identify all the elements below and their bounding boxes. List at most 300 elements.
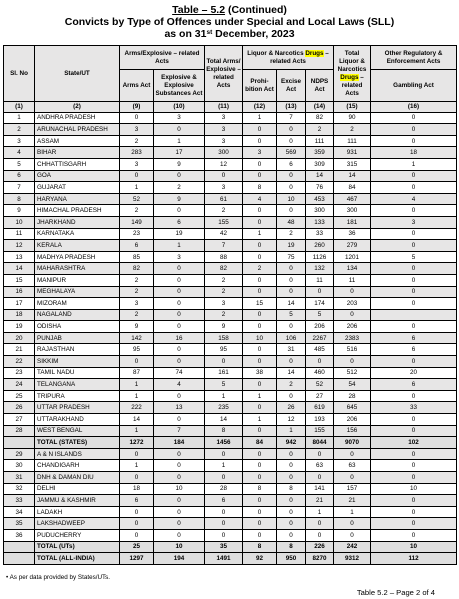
value-cell: 0 <box>277 518 306 530</box>
value-cell: 4 <box>154 379 205 391</box>
value-cell: 112 <box>371 553 457 565</box>
value-cell: 0 <box>277 495 306 507</box>
value-cell: 206 <box>334 414 371 426</box>
total-row <box>4 541 457 553</box>
value-cell: 7 <box>277 112 306 124</box>
table-row <box>4 367 457 379</box>
value-cell: 0 <box>154 506 205 518</box>
value-cell: 2 <box>205 274 243 286</box>
value-cell: 516 <box>334 344 371 356</box>
sl-no-cell: 23 <box>4 367 35 379</box>
value-cell: 0 <box>205 472 243 484</box>
value-cell: 28 <box>334 390 371 402</box>
value-cell: 156 <box>334 425 371 437</box>
value-cell: 26 <box>277 402 306 414</box>
value-cell: 0 <box>371 472 457 484</box>
value-cell: 2 <box>334 124 371 136</box>
table-row <box>4 332 457 344</box>
value-cell: 19 <box>154 228 205 240</box>
value-cell: 512 <box>334 367 371 379</box>
value-cell: 0 <box>277 390 306 402</box>
col-number: (1) <box>4 102 35 113</box>
value-cell: 2383 <box>334 332 371 344</box>
table-row <box>4 414 457 426</box>
sl-no-cell: 15 <box>4 274 35 286</box>
value-cell: 5 <box>371 251 457 263</box>
value-cell: 42 <box>205 228 243 240</box>
value-cell: 0 <box>243 135 277 147</box>
value-cell: 2 <box>243 263 277 275</box>
value-cell: 21 <box>306 495 334 507</box>
value-cell: 155 <box>205 216 243 228</box>
table-row <box>4 286 457 298</box>
value-cell: 931 <box>334 147 371 159</box>
value-cell: 0 <box>243 518 277 530</box>
value-cell: 84 <box>243 437 277 449</box>
value-cell: 19 <box>277 240 306 252</box>
value-cell: 10 <box>371 541 457 553</box>
date-rest: December, 2023 <box>212 28 295 40</box>
table-row <box>4 390 457 402</box>
value-cell: 0 <box>334 529 371 541</box>
sl-no-cell: 18 <box>4 309 35 321</box>
value-cell: 10 <box>154 541 205 553</box>
state-name-cell: GUJARAT <box>35 182 120 194</box>
table-row <box>4 274 457 286</box>
sl-no-cell: 20 <box>4 332 35 344</box>
sl-no-cell: 29 <box>4 448 35 460</box>
value-cell: 95 <box>205 344 243 356</box>
state-name-cell: TAMIL NADU <box>35 367 120 379</box>
state-name-cell: UTTARAKHAND <box>35 414 120 426</box>
value-cell: 0 <box>371 182 457 194</box>
value-cell: 10 <box>154 483 205 495</box>
table-date <box>0 28 459 40</box>
footnote: • As per data provided by States/UTs. <box>6 574 111 581</box>
value-cell: 0 <box>243 205 277 217</box>
state-name-cell: MAHARASHTRA <box>35 263 120 275</box>
value-cell: 0 <box>243 240 277 252</box>
value-cell: 9 <box>120 321 154 333</box>
value-cell: 206 <box>334 321 371 333</box>
value-cell: 0 <box>371 263 457 275</box>
value-cell: 206 <box>306 321 334 333</box>
value-cell: 9 <box>205 321 243 333</box>
table-number: Table – 5.2 <box>172 4 226 16</box>
table-row <box>4 472 457 484</box>
date-prefix: as on 31 <box>164 28 207 40</box>
value-cell: 0 <box>371 414 457 426</box>
table-row <box>4 483 457 495</box>
value-cell: 3 <box>120 298 154 310</box>
table-row <box>4 170 457 182</box>
value-cell: 14 <box>205 414 243 426</box>
value-cell: 0 <box>154 518 205 530</box>
value-cell: 950 <box>277 553 306 565</box>
state-name-cell: ARUNACHAL PRADESH <box>35 124 120 136</box>
value-cell: 155 <box>306 425 334 437</box>
value-cell: 0 <box>205 529 243 541</box>
value-cell: 0 <box>371 228 457 240</box>
table-row <box>4 251 457 263</box>
value-cell: 0 <box>371 518 457 530</box>
value-cell: 0 <box>371 124 457 136</box>
value-cell: 0 <box>371 135 457 147</box>
value-cell: 0 <box>306 518 334 530</box>
value-cell: 0 <box>243 124 277 136</box>
table-row <box>4 379 457 391</box>
value-cell: 2 <box>154 182 205 194</box>
state-name-cell: UTTAR PRADESH <box>35 402 120 414</box>
value-cell: 0 <box>120 112 154 124</box>
value-cell: 106 <box>277 332 306 344</box>
value-cell: 0 <box>277 135 306 147</box>
value-cell: 203 <box>334 298 371 310</box>
value-cell: 0 <box>243 425 277 437</box>
header-total-arms: Total Arms/ Explosive – related Acts <box>205 46 243 102</box>
sl-no-cell: 32 <box>4 483 35 495</box>
header-other-group: Other Regulatory & Enforcement Acts <box>371 46 457 70</box>
value-cell: 1 <box>306 506 334 518</box>
state-name-cell: LAKSHADWEEP <box>35 518 120 530</box>
value-cell: 12 <box>277 414 306 426</box>
value-cell: 0 <box>154 448 205 460</box>
value-cell: 0 <box>243 379 277 391</box>
value-cell: 0 <box>243 344 277 356</box>
value-cell: 0 <box>371 298 457 310</box>
value-cell: 8 <box>243 541 277 553</box>
col-number: (14) <box>306 102 334 113</box>
column-number-row <box>4 102 457 113</box>
state-name-cell: MEGHALAYA <box>35 286 120 298</box>
value-cell: 6 <box>371 344 457 356</box>
value-cell: 2 <box>120 274 154 286</box>
value-cell: 0 <box>154 529 205 541</box>
sl-no-cell <box>4 553 35 565</box>
value-cell: 0 <box>306 356 334 368</box>
table-title <box>0 4 459 16</box>
sl-no-cell: 19 <box>4 321 35 333</box>
value-cell: 0 <box>243 216 277 228</box>
table-row <box>4 356 457 368</box>
value-cell: 1201 <box>334 251 371 263</box>
value-cell: 7 <box>205 240 243 252</box>
liquor-group-text: Liquor & Narcotics <box>247 49 306 57</box>
sl-no-cell <box>4 437 35 449</box>
value-cell: 242 <box>334 541 371 553</box>
value-cell: 33 <box>306 228 334 240</box>
header-prohibition: Prohi- bition Act <box>243 70 277 102</box>
value-cell: 0 <box>277 274 306 286</box>
value-cell: 619 <box>306 402 334 414</box>
value-cell: 0 <box>154 298 205 310</box>
page-label: Table 5.2 – Page 2 of 4 <box>356 588 435 597</box>
sl-no-cell: 30 <box>4 460 35 472</box>
value-cell: 0 <box>371 286 457 298</box>
value-cell: 0 <box>334 309 371 321</box>
value-cell: 1 <box>205 390 243 402</box>
value-cell: 0 <box>154 390 205 402</box>
value-cell: 2 <box>120 205 154 217</box>
value-cell: 0 <box>243 309 277 321</box>
value-cell: 14 <box>277 298 306 310</box>
state-name-cell: TRIPURA <box>35 390 120 402</box>
value-cell: 1 <box>277 425 306 437</box>
value-cell: 2 <box>205 205 243 217</box>
value-cell: 5 <box>205 379 243 391</box>
value-cell: 0 <box>243 356 277 368</box>
value-cell: 1 <box>120 460 154 472</box>
value-cell: 38 <box>243 367 277 379</box>
value-cell: 260 <box>306 240 334 252</box>
value-cell <box>371 309 457 321</box>
sl-no-cell: 7 <box>4 182 35 194</box>
value-cell: 8 <box>205 425 243 437</box>
value-cell: 300 <box>334 205 371 217</box>
value-cell: 8044 <box>306 437 334 449</box>
value-cell: 0 <box>243 506 277 518</box>
value-cell: 10 <box>243 332 277 344</box>
value-cell: 0 <box>243 472 277 484</box>
value-cell: 11 <box>306 274 334 286</box>
value-cell: 0 <box>243 495 277 507</box>
value-cell: 309 <box>306 158 334 170</box>
state-name-cell: LADAKH <box>35 506 120 518</box>
value-cell: 279 <box>334 240 371 252</box>
value-cell: 1456 <box>205 437 243 449</box>
sl-no-cell: 27 <box>4 414 35 426</box>
value-cell: 0 <box>243 448 277 460</box>
value-cell: 1 <box>334 506 371 518</box>
value-cell: 1 <box>154 240 205 252</box>
value-cell: 184 <box>154 437 205 449</box>
value-cell: 87 <box>120 367 154 379</box>
table-row <box>4 205 457 217</box>
header-arms-group: Arms/Explosive – related Acts <box>120 46 205 70</box>
table-row <box>4 460 457 472</box>
state-name-cell: DELHI <box>35 483 120 495</box>
value-cell: 0 <box>154 124 205 136</box>
table-row <box>4 298 457 310</box>
value-cell: 13 <box>154 402 205 414</box>
table-row <box>4 321 457 333</box>
value-cell: 0 <box>120 472 154 484</box>
value-cell: 133 <box>306 216 334 228</box>
table-row <box>4 506 457 518</box>
col-number: (15) <box>334 102 371 113</box>
value-cell: 8 <box>243 182 277 194</box>
state-name-cell: WEST BENGAL <box>35 425 120 437</box>
state-name-cell: TOTAL (ALL-INDIA) <box>35 553 120 565</box>
value-cell: 0 <box>154 286 205 298</box>
col-number: (12) <box>243 102 277 113</box>
value-cell: 453 <box>306 193 334 205</box>
liquor-group-rest: – related Acts <box>270 49 329 65</box>
value-cell: 181 <box>334 216 371 228</box>
total-row <box>4 437 457 449</box>
value-cell: 0 <box>154 344 205 356</box>
header-excise: Excise Act <box>277 70 306 102</box>
total-row <box>4 553 457 565</box>
table-row <box>4 263 457 275</box>
value-cell: 54 <box>334 379 371 391</box>
value-cell: 14 <box>306 170 334 182</box>
sl-no-cell: 26 <box>4 402 35 414</box>
header-arms-act: Arms Act <box>120 70 154 102</box>
value-cell: 485 <box>306 344 334 356</box>
value-cell: 82 <box>120 263 154 275</box>
value-cell: 0 <box>334 472 371 484</box>
table-body <box>4 102 457 565</box>
value-cell: 0 <box>306 472 334 484</box>
value-cell: 0 <box>371 170 457 182</box>
state-name-cell: DNH & DAMAN DIU <box>35 472 120 484</box>
value-cell: 2 <box>120 135 154 147</box>
value-cell: 645 <box>334 402 371 414</box>
value-cell: 0 <box>243 170 277 182</box>
value-cell: 0 <box>154 321 205 333</box>
sl-no-cell: 10 <box>4 216 35 228</box>
value-cell: 3 <box>205 124 243 136</box>
value-cell: 2 <box>120 309 154 321</box>
header-gambling: Gambling Act <box>371 70 457 102</box>
table-row <box>4 135 457 147</box>
sl-no-cell: 24 <box>4 379 35 391</box>
value-cell: 10 <box>371 483 457 495</box>
state-name-cell: RAJASTHAN <box>35 344 120 356</box>
value-cell: 0 <box>371 460 457 472</box>
value-cell: 0 <box>154 460 205 472</box>
table-row <box>4 112 457 124</box>
value-cell: 161 <box>205 367 243 379</box>
value-cell: 1272 <box>120 437 154 449</box>
state-name-cell: BIHAR <box>35 147 120 159</box>
sl-no-cell: 3 <box>4 135 35 147</box>
value-cell: 0 <box>120 448 154 460</box>
state-name-cell: TOTAL (UTs) <box>35 541 120 553</box>
sl-no-cell: 6 <box>4 170 35 182</box>
value-cell: 0 <box>154 472 205 484</box>
table-row <box>4 529 457 541</box>
value-cell: 8270 <box>306 553 334 565</box>
header-liquor-group <box>243 46 334 70</box>
value-cell: 0 <box>277 529 306 541</box>
state-name-cell: PUDUCHERRY <box>35 529 120 541</box>
value-cell: 300 <box>306 205 334 217</box>
table-row <box>4 309 457 321</box>
value-cell: 4 <box>371 193 457 205</box>
value-cell: 0 <box>277 448 306 460</box>
sl-no-cell: 11 <box>4 228 35 240</box>
value-cell: 1 <box>243 112 277 124</box>
value-cell: 18 <box>371 147 457 159</box>
value-cell: 6 <box>120 240 154 252</box>
value-cell: 0 <box>371 274 457 286</box>
liquor-group-drugs: Drugs <box>305 49 324 57</box>
value-cell: 0 <box>154 170 205 182</box>
value-cell: 0 <box>243 274 277 286</box>
value-cell: 3 <box>205 182 243 194</box>
value-cell: 0 <box>371 112 457 124</box>
sl-no-cell: 12 <box>4 240 35 252</box>
sl-no-cell: 1 <box>4 112 35 124</box>
state-name-cell: SIKKIM <box>35 356 120 368</box>
value-cell: 0 <box>371 529 457 541</box>
state-name-cell: TELANGANA <box>35 379 120 391</box>
sl-no-cell: 9 <box>4 205 35 217</box>
value-cell: 3 <box>120 158 154 170</box>
state-name-cell: GOA <box>35 170 120 182</box>
value-cell: 35 <box>205 541 243 553</box>
value-cell: 1 <box>243 228 277 240</box>
col-number: (9) <box>120 102 154 113</box>
sl-no-cell: 13 <box>4 251 35 263</box>
value-cell: 3 <box>120 124 154 136</box>
table-row <box>4 344 457 356</box>
sl-no-cell <box>4 541 35 553</box>
col-number: (11) <box>205 102 243 113</box>
convicts-table <box>3 45 457 565</box>
value-cell: 18 <box>120 483 154 495</box>
value-cell: 0 <box>334 448 371 460</box>
table-row <box>4 216 457 228</box>
value-cell: 76 <box>306 182 334 194</box>
value-cell: 0 <box>371 506 457 518</box>
value-cell: 8 <box>277 541 306 553</box>
value-cell: 1297 <box>120 553 154 565</box>
table-row <box>4 402 457 414</box>
value-cell: 5 <box>277 309 306 321</box>
value-cell: 82 <box>306 112 334 124</box>
value-cell: 460 <box>306 367 334 379</box>
table-subtitle: Convicts by Type of Offences under Special and Local Laws (SLL) <box>64 16 395 28</box>
value-cell: 0 <box>306 448 334 460</box>
state-name-cell: KARNATAKA <box>35 228 120 240</box>
col-number: (10) <box>154 102 205 113</box>
sl-no-cell: 34 <box>4 506 35 518</box>
value-cell: 0 <box>277 506 306 518</box>
value-cell: 23 <box>120 228 154 240</box>
sl-no-cell: 28 <box>4 425 35 437</box>
value-cell: 0 <box>205 448 243 460</box>
value-cell: 0 <box>277 286 306 298</box>
value-cell: 226 <box>306 541 334 553</box>
value-cell: 3 <box>154 251 205 263</box>
state-name-cell: MANIPUR <box>35 274 120 286</box>
value-cell: 0 <box>306 286 334 298</box>
value-cell: 7 <box>154 425 205 437</box>
value-cell: 1 <box>120 182 154 194</box>
value-cell: 6 <box>120 495 154 507</box>
value-cell: 3 <box>243 147 277 159</box>
value-cell: 300 <box>205 147 243 159</box>
value-cell: 74 <box>154 367 205 379</box>
value-cell: 15 <box>243 298 277 310</box>
value-cell: 2267 <box>306 332 334 344</box>
value-cell: 20 <box>371 367 457 379</box>
value-cell: 0 <box>243 251 277 263</box>
state-name-cell: ANDHRA PRADESH <box>35 112 120 124</box>
sl-no-cell: 14 <box>4 263 35 275</box>
value-cell: 2 <box>205 309 243 321</box>
value-cell: 194 <box>154 553 205 565</box>
value-cell: 141 <box>306 483 334 495</box>
value-cell: 0 <box>277 205 306 217</box>
value-cell: 1 <box>243 414 277 426</box>
header-explosive: Explosive & Explosive Substances Act <box>154 70 205 102</box>
value-cell: 3 <box>205 135 243 147</box>
value-cell: 0 <box>205 518 243 530</box>
